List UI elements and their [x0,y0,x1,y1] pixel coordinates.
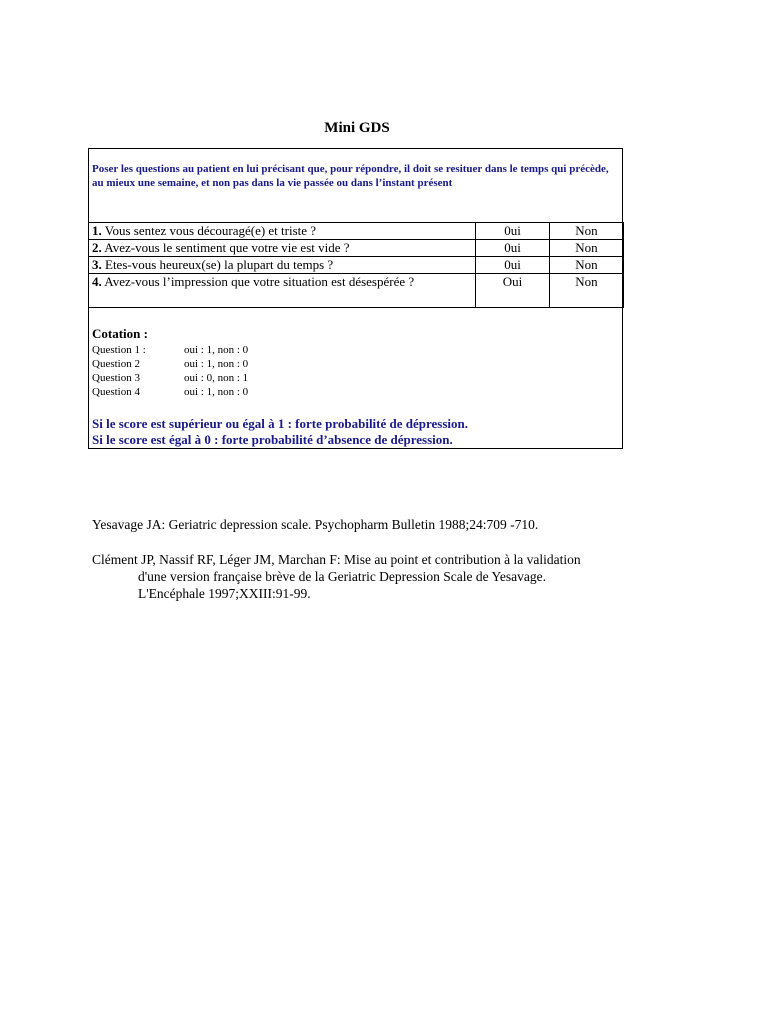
answer-no: Non [550,240,624,257]
page-title: Mini GDS [324,120,390,136]
score-question: Question 1 : [92,344,146,356]
reference-line: L'Encéphale 1997;XXIII:91-99. [138,586,311,601]
question-cell [89,240,476,257]
question-text: Avez-vous l’impression que votre situation est désespérée ? [101,274,415,289]
question-number: 1. [92,223,102,238]
reference-line: Clément JP, Nassif RF, Léger JM, Marchan F: Mise au point et contribution à la validation [92,552,581,567]
answer-yes: 0ui [476,240,550,257]
answer-no: Non [550,274,624,308]
cotation-heading: Cotation : [92,326,148,341]
question-row [89,257,624,274]
score-value: oui : 1, non : 0 [184,386,249,398]
instructions-text: Poser les questions au patient en lui précisant que, pour répondre, il doit se resituer dans le temps qui précède, au mieux une semaine, et non pas dans la vie passée ou dans l’instant présent [92,163,609,189]
question-text: Vous sentez vous découragé(e) et triste ? [101,223,317,238]
question-row [89,274,624,308]
question-text: Etes-vous heureux(se) la plupart du temps ? [101,257,334,272]
score-question: Question 4 [92,386,140,398]
questionnaire-box [88,148,623,449]
score-value: oui : 1, non : 0 [184,344,249,356]
answer-yes: 0ui [476,257,550,274]
score-question: Question 3 [92,372,140,384]
question-cell [89,223,476,240]
score-question: Question 2 [92,358,140,370]
question-row [89,223,624,240]
score-value: oui : 1, non : 0 [184,358,249,370]
reference-yesavage: Yesavage JA: Geriatric depression scale. Psychopharm Bulletin 1988;24:709 -710. [92,517,539,532]
answer-no: Non [550,223,624,240]
conclusion-positive: Si le score est supérieur ou égal à 1 : forte probabilité de dépression. [92,416,469,431]
score-row [92,385,342,399]
answer-yes: 0ui [476,223,550,240]
question-cell [89,257,476,274]
score-row [92,371,342,385]
question-number: 3. [92,257,102,272]
reference-line: d'une version française brève de la Geriatric Depression Scale de Yesavage. [138,569,547,584]
questions-table [88,222,624,308]
reference-clement [92,551,692,602]
conclusion-negative: Si le score est égal à 0 : forte probabilité d’absence de dépression. [92,432,453,447]
answer-yes: Oui [476,274,550,308]
score-row [92,357,342,371]
question-cell [89,274,476,308]
question-number: 4. [92,274,102,289]
score-row [92,343,342,357]
question-number: 2. [92,240,102,255]
score-value: oui : 0, non : 1 [184,372,249,384]
answer-no: Non [550,257,624,274]
question-row [89,240,624,257]
question-text: Avez-vous le sentiment que votre vie est vide ? [101,240,350,255]
